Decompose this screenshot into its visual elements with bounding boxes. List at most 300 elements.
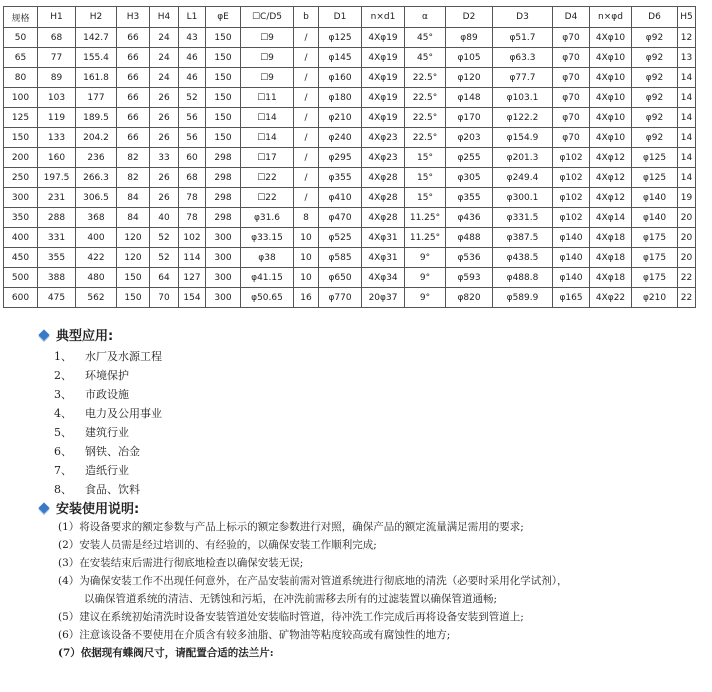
table-cell: 10 — [294, 268, 319, 288]
note-line: (4）为确保安装工作不出现任何意外，在产品安装前需对管道系统进行彻底地的清洗（必要时采用化学试剂）， — [58, 575, 568, 587]
table-cell: 480 — [76, 268, 117, 288]
table-cell: ☐17 — [241, 148, 294, 168]
table-cell: φ593 — [446, 268, 493, 288]
table-cell: φ145 — [319, 48, 362, 68]
table-cell: 200 — [4, 148, 38, 168]
table-cell: 150 — [4, 128, 38, 148]
table-cell: φ92 — [632, 108, 678, 128]
table-cell: φ170 — [446, 108, 493, 128]
table-cell: 133 — [38, 128, 76, 148]
table-cell: 142.7 — [76, 28, 117, 48]
table-cell: / — [294, 48, 319, 68]
table-cell: 475 — [38, 288, 76, 308]
table-cell: φ140 — [553, 228, 590, 248]
table-cell: φ249.4 — [493, 168, 553, 188]
table-cell: 4Xφ31 — [362, 248, 405, 268]
table-cell: φ355 — [319, 168, 362, 188]
table-cell: 4Xφ18 — [590, 268, 632, 288]
list-item-text: 钢铁、冶金 — [85, 445, 140, 458]
list-item-text: 水厂及水源工程 — [85, 350, 162, 363]
table-cell: φ41.15 — [241, 268, 294, 288]
table-cell: φ77.7 — [493, 68, 553, 88]
table-cell: 4Xφ10 — [590, 88, 632, 108]
note-line: (2）安装人员需是经过培训的、有经验的，以确保安装工作顺利完成; — [58, 539, 377, 551]
table-cell: φ820 — [446, 288, 493, 308]
table-cell: 400 — [4, 228, 38, 248]
table-cell: 331 — [38, 228, 76, 248]
table-cell: 231 — [38, 188, 76, 208]
list-item-number: 2、 — [54, 369, 72, 382]
table-cell: 10 — [294, 248, 319, 268]
column-header: H2 — [76, 7, 117, 28]
column-header: 规格 — [4, 7, 38, 28]
table-cell: φ180 — [319, 88, 362, 108]
table-cell: 15° — [405, 148, 446, 168]
table-cell: 60 — [179, 148, 206, 168]
table-cell: 46 — [179, 68, 206, 88]
table-cell: 4Xφ19 — [362, 88, 405, 108]
table-cell: 197.5 — [38, 168, 76, 188]
table-cell: φ295 — [319, 148, 362, 168]
table-cell: 288 — [38, 208, 76, 228]
table-cell: 4Xφ19 — [362, 28, 405, 48]
table-cell: 355 — [38, 248, 76, 268]
table-cell: 65 — [4, 48, 38, 68]
table-cell: 24 — [150, 68, 179, 88]
table-cell: φ92 — [632, 88, 678, 108]
table-cell: φ387.5 — [493, 228, 553, 248]
table-cell: 562 — [76, 288, 117, 308]
applications-heading — [38, 325, 113, 344]
list-item-number: 3、 — [54, 388, 72, 401]
table-cell: φ355 — [446, 188, 493, 208]
table-cell: φ70 — [553, 28, 590, 48]
table-cell: 66 — [117, 68, 150, 88]
table-cell: ☐22 — [241, 168, 294, 188]
table-cell: 4Xφ12 — [590, 188, 632, 208]
table-cell: φ210 — [632, 288, 678, 308]
table-cell: 298 — [206, 148, 241, 168]
table-cell: 4Xφ28 — [362, 168, 405, 188]
column-header: D2 — [446, 7, 493, 28]
table-cell: φ300.1 — [493, 188, 553, 208]
column-header: H5 — [678, 7, 696, 28]
table-cell: 4Xφ28 — [362, 188, 405, 208]
table-cell: 22.5° — [405, 68, 446, 88]
spec-table — [3, 6, 696, 308]
table-cell: 600 — [4, 288, 38, 308]
table-cell: 300 — [206, 268, 241, 288]
table-cell: φ102 — [553, 148, 590, 168]
table-cell: 20 — [678, 208, 696, 228]
table-cell: 400 — [76, 228, 117, 248]
table-cell: ☐9 — [241, 28, 294, 48]
table-cell: 4Xφ22 — [590, 288, 632, 308]
column-header: n×φd — [590, 7, 632, 28]
table-cell: φ305 — [446, 168, 493, 188]
table-cell: φ33.15 — [241, 228, 294, 248]
table-cell: φ70 — [553, 68, 590, 88]
table-cell: 11.25° — [405, 208, 446, 228]
table-cell: ☐14 — [241, 108, 294, 128]
table-cell: 4Xφ28 — [362, 208, 405, 228]
table-cell: 298 — [206, 168, 241, 188]
table-cell: φ488 — [446, 228, 493, 248]
table-cell: φ331.5 — [493, 208, 553, 228]
list-item-number: 4、 — [54, 407, 72, 420]
table-cell: ☐11 — [241, 88, 294, 108]
table-cell: 24 — [150, 28, 179, 48]
table-cell: 77 — [38, 48, 76, 68]
table-cell: φ92 — [632, 128, 678, 148]
table-cell: 52 — [179, 88, 206, 108]
table-cell: φ438.5 — [493, 248, 553, 268]
table-cell: 4Xφ19 — [362, 108, 405, 128]
table-cell: 120 — [117, 228, 150, 248]
table-cell: 15° — [405, 168, 446, 188]
table-cell: 45° — [405, 28, 446, 48]
table-cell: 500 — [4, 268, 38, 288]
table-cell: 11.25° — [405, 228, 446, 248]
table-cell: 4Xφ10 — [590, 28, 632, 48]
table-cell: φ210 — [319, 108, 362, 128]
table-cell: 150 — [117, 288, 150, 308]
table-row — [4, 108, 696, 128]
table-cell: 4Xφ18 — [590, 248, 632, 268]
table-cell: φ165 — [553, 288, 590, 308]
table-cell: 82 — [117, 168, 150, 188]
table-cell: 204.2 — [76, 128, 117, 148]
table-cell: 4Xφ14 — [590, 208, 632, 228]
column-header: n×d1 — [362, 7, 405, 28]
table-cell: φ140 — [632, 188, 678, 208]
table-cell: ☐9 — [241, 48, 294, 68]
table-cell: φ589.9 — [493, 288, 553, 308]
table-cell: 24 — [150, 48, 179, 68]
table-cell: 388 — [38, 268, 76, 288]
table-cell: 4Xφ12 — [590, 168, 632, 188]
table-cell: 154 — [179, 288, 206, 308]
table-cell: / — [294, 28, 319, 48]
list-item-text: 造纸行业 — [85, 464, 129, 477]
table-cell: 266.3 — [76, 168, 117, 188]
table-cell: 4Xφ10 — [590, 108, 632, 128]
table-cell: 102 — [179, 228, 206, 248]
table-cell: φ148 — [446, 88, 493, 108]
table-cell: 160 — [38, 148, 76, 168]
installation-heading — [38, 498, 139, 517]
note-line: (7）依据现有蝶阀尺寸，请配置合适的法兰片: — [58, 647, 274, 659]
table-cell: 177 — [76, 88, 117, 108]
table-row — [4, 28, 696, 48]
table-cell: 66 — [117, 128, 150, 148]
table-cell: 66 — [117, 28, 150, 48]
list-item — [54, 404, 162, 423]
table-cell: 22.5° — [405, 128, 446, 148]
table-cell: φ63.3 — [493, 48, 553, 68]
table-cell: 150 — [206, 28, 241, 48]
table-cell: 4Xφ10 — [590, 68, 632, 88]
table-row — [4, 228, 696, 248]
column-header: D3 — [493, 7, 553, 28]
table-row — [4, 248, 696, 268]
table-cell: 100 — [4, 88, 38, 108]
table-cell: 80 — [4, 68, 38, 88]
table-cell: 46 — [179, 48, 206, 68]
table-cell: 20φ37 — [362, 288, 405, 308]
table-cell: φ102 — [553, 208, 590, 228]
table-cell: 78 — [179, 188, 206, 208]
list-item-number: 6、 — [54, 445, 72, 458]
table-cell: 26 — [150, 188, 179, 208]
note-line: (1）将设备要求的额定参数与产品上标示的额定参数进行对照，确保产品的额定流量满足需用的要求; — [58, 521, 524, 533]
table-row — [4, 148, 696, 168]
table-cell: φ160 — [319, 68, 362, 88]
table-cell: 4Xφ18 — [590, 228, 632, 248]
table-row — [4, 68, 696, 88]
table-cell: 14 — [678, 168, 696, 188]
column-header: H4 — [150, 7, 179, 28]
table-cell: 8 — [294, 208, 319, 228]
table-cell: ☐14 — [241, 128, 294, 148]
table-cell: 120 — [117, 248, 150, 268]
table-cell: φ70 — [553, 48, 590, 68]
table-cell: 300 — [4, 188, 38, 208]
table-cell: 306.5 — [76, 188, 117, 208]
list-item-text: 环境保护 — [85, 369, 129, 382]
table-cell: 40 — [150, 208, 179, 228]
table-cell: φ240 — [319, 128, 362, 148]
table-row — [4, 208, 696, 228]
table-row — [4, 128, 696, 148]
column-header: D1 — [319, 7, 362, 28]
table-cell: φ175 — [632, 248, 678, 268]
table-cell: φ140 — [553, 268, 590, 288]
installation-title: 安装使用说明: — [56, 502, 140, 517]
table-cell: φ38 — [241, 248, 294, 268]
table-cell: 70 — [150, 288, 179, 308]
table-cell: ☐9 — [241, 68, 294, 88]
list-item-number: 5、 — [54, 426, 72, 439]
table-cell: 22.5° — [405, 88, 446, 108]
table-cell: 450 — [4, 248, 38, 268]
table-cell: φ175 — [632, 268, 678, 288]
list-item — [54, 480, 162, 499]
note-line: 以确保管道系统的清洁、无锈蚀和污垢，在冲洗前需移去所有的过滤装置以确保管道通畅; — [84, 593, 498, 605]
table-cell: 26 — [150, 108, 179, 128]
table-row — [4, 168, 696, 188]
table-cell: 68 — [179, 168, 206, 188]
table-cell: φ203 — [446, 128, 493, 148]
table-cell: / — [294, 88, 319, 108]
table-cell: φ50.65 — [241, 288, 294, 308]
column-header: H3 — [117, 7, 150, 28]
table-cell: 298 — [206, 208, 241, 228]
applications-title: 典型应用: — [56, 329, 114, 344]
table-cell: φ122.2 — [493, 108, 553, 128]
list-item-number: 8、 — [54, 483, 72, 496]
table-cell: φ103.1 — [493, 88, 553, 108]
column-header: φE — [206, 7, 241, 28]
table-cell: 52 — [150, 248, 179, 268]
table-cell: 52 — [150, 228, 179, 248]
table-cell: φ436 — [446, 208, 493, 228]
table-cell: 68 — [38, 28, 76, 48]
table-cell: 82 — [117, 148, 150, 168]
column-header: ☐C/D5 — [241, 7, 294, 28]
table-cell: 13 — [678, 48, 696, 68]
table-cell: φ125 — [632, 168, 678, 188]
blue-diamond-icon — [38, 329, 49, 340]
table-cell: 4Xφ31 — [362, 228, 405, 248]
table-cell: 66 — [117, 108, 150, 128]
table-cell: 4Xφ19 — [362, 48, 405, 68]
table-cell: φ31.6 — [241, 208, 294, 228]
list-item-text: 市政设施 — [85, 388, 129, 401]
table-cell: 250 — [4, 168, 38, 188]
table-cell: φ70 — [553, 128, 590, 148]
table-cell: 300 — [206, 228, 241, 248]
table-cell: 150 — [206, 128, 241, 148]
table-cell: 189.5 — [76, 108, 117, 128]
table-cell: 56 — [179, 128, 206, 148]
table-cell: 45° — [405, 48, 446, 68]
table-cell: 66 — [117, 88, 150, 108]
table-cell: φ51.7 — [493, 28, 553, 48]
table-cell: φ120 — [446, 68, 493, 88]
table-cell: / — [294, 188, 319, 208]
table-cell: φ140 — [632, 208, 678, 228]
table-cell: 4Xφ34 — [362, 268, 405, 288]
table-cell: / — [294, 68, 319, 88]
table-cell: φ470 — [319, 208, 362, 228]
table-cell: 4Xφ10 — [590, 48, 632, 68]
table-cell: 4Xφ10 — [590, 128, 632, 148]
column-header: H1 — [38, 7, 76, 28]
table-cell: / — [294, 168, 319, 188]
table-cell: φ105 — [446, 48, 493, 68]
table-cell: / — [294, 108, 319, 128]
column-header: L1 — [179, 7, 206, 28]
table-cell: φ92 — [632, 48, 678, 68]
table-cell: 150 — [117, 268, 150, 288]
table-cell: 155.4 — [76, 48, 117, 68]
table-cell: 14 — [678, 108, 696, 128]
table-cell: φ154.9 — [493, 128, 553, 148]
table-cell: 9° — [405, 288, 446, 308]
table-cell: φ102 — [553, 188, 590, 208]
table-cell: 22 — [678, 288, 696, 308]
table-cell: ☐22 — [241, 188, 294, 208]
table-cell: 150 — [206, 88, 241, 108]
table-cell: 26 — [150, 128, 179, 148]
table-cell: 9° — [405, 248, 446, 268]
list-item-number: 1、 — [54, 350, 72, 363]
table-cell: φ525 — [319, 228, 362, 248]
table-cell: 103 — [38, 88, 76, 108]
table-cell: 22 — [678, 268, 696, 288]
table-cell: 422 — [76, 248, 117, 268]
table-row — [4, 188, 696, 208]
table-row — [4, 288, 696, 308]
table-cell: 20 — [678, 228, 696, 248]
table-cell: 14 — [678, 88, 696, 108]
table-cell: 114 — [179, 248, 206, 268]
table-cell: φ70 — [553, 108, 590, 128]
table-row — [4, 88, 696, 108]
table-cell: φ125 — [632, 148, 678, 168]
table-cell: 119 — [38, 108, 76, 128]
table-cell: φ92 — [632, 28, 678, 48]
table-cell: 9° — [405, 268, 446, 288]
table-cell: φ89 — [446, 28, 493, 48]
applications-list — [54, 347, 162, 499]
table-cell: 125 — [4, 108, 38, 128]
list-item — [54, 366, 162, 385]
table-cell: 66 — [117, 48, 150, 68]
table-cell: / — [294, 128, 319, 148]
table-header-row — [4, 7, 696, 28]
table-cell: 78 — [179, 208, 206, 228]
note-line: (5）建议在系统初始清洗时设备安装管道处安装临时管道，待冲洗工作完成后再将设备安装到管道上; — [58, 611, 524, 623]
table-cell: 298 — [206, 188, 241, 208]
table-cell: φ140 — [553, 248, 590, 268]
column-header: D4 — [553, 7, 590, 28]
table-cell: 22.5° — [405, 108, 446, 128]
list-item — [54, 385, 162, 404]
table-cell: 300 — [206, 288, 241, 308]
column-header: α — [405, 7, 446, 28]
table-cell: 84 — [117, 208, 150, 228]
list-item-text: 建筑行业 — [85, 426, 129, 439]
table-cell: 236 — [76, 148, 117, 168]
table-cell: φ585 — [319, 248, 362, 268]
table-cell: 4Xφ12 — [590, 148, 632, 168]
table-cell: / — [294, 148, 319, 168]
table-cell: 150 — [206, 68, 241, 88]
table-cell: 10 — [294, 228, 319, 248]
table-cell: 33 — [150, 148, 179, 168]
table-cell: φ201.3 — [493, 148, 553, 168]
table-cell: φ125 — [319, 28, 362, 48]
table-cell: 89 — [38, 68, 76, 88]
table-cell: 19 — [678, 188, 696, 208]
table-cell: φ175 — [632, 228, 678, 248]
list-item — [54, 461, 162, 480]
table-cell: 43 — [179, 28, 206, 48]
table-cell: 64 — [150, 268, 179, 288]
table-cell: 16 — [294, 288, 319, 308]
table-cell: φ536 — [446, 248, 493, 268]
table-cell: φ770 — [319, 288, 362, 308]
list-item — [54, 347, 162, 366]
table-cell: φ102 — [553, 168, 590, 188]
blue-diamond-icon — [38, 502, 49, 513]
table-cell: 150 — [206, 48, 241, 68]
table-cell: 150 — [206, 108, 241, 128]
table-row — [4, 268, 696, 288]
table-cell: φ70 — [553, 88, 590, 108]
table-cell: φ410 — [319, 188, 362, 208]
table-cell: 368 — [76, 208, 117, 228]
table-cell: 26 — [150, 88, 179, 108]
list-item-text: 食品、饮料 — [85, 483, 140, 496]
table-cell: φ488.8 — [493, 268, 553, 288]
table-cell: 161.8 — [76, 68, 117, 88]
column-header: b — [294, 7, 319, 28]
table-row — [4, 48, 696, 68]
table-cell: 56 — [179, 108, 206, 128]
